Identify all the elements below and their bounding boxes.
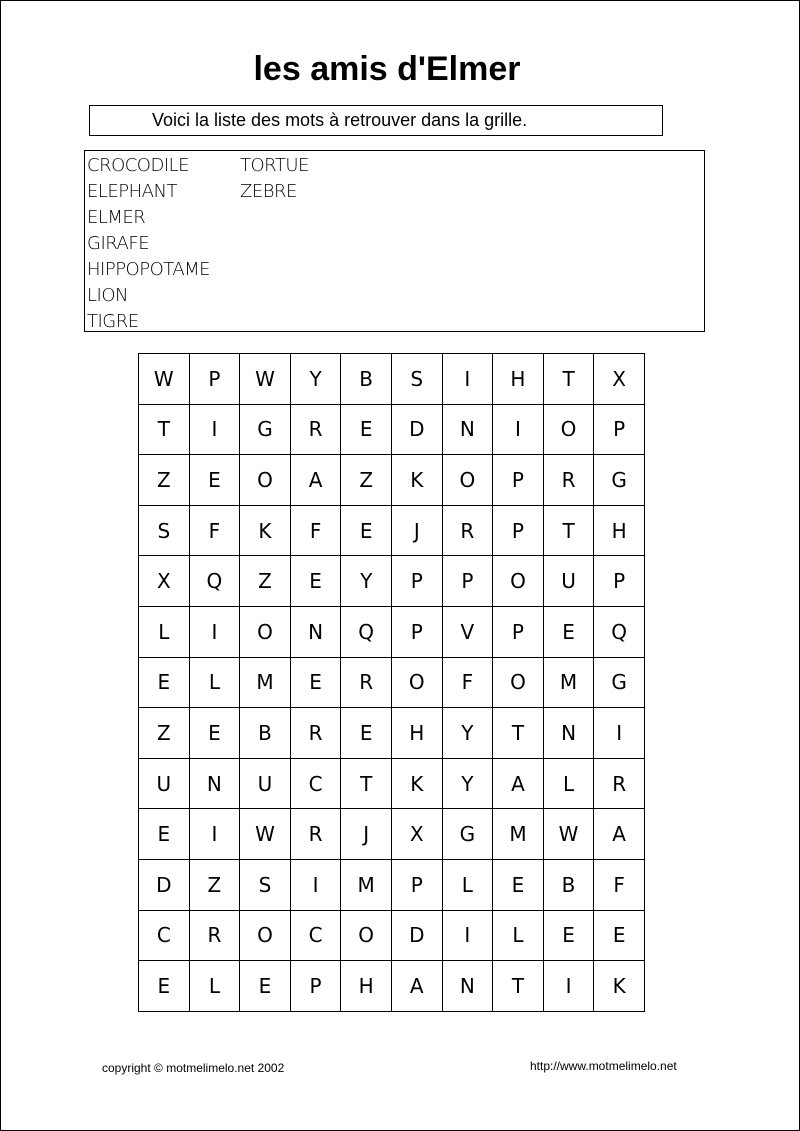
grid-cell[interactable]: P xyxy=(391,556,442,607)
grid-cell[interactable]: W xyxy=(240,354,291,405)
grid-cell[interactable]: W xyxy=(139,354,190,405)
grid-cell[interactable]: I xyxy=(442,354,493,405)
word-item: ELMER xyxy=(87,207,146,228)
letter-grid xyxy=(138,353,645,1012)
grid-row xyxy=(139,455,645,506)
grid-cell[interactable]: D xyxy=(391,910,442,961)
grid-cell[interactable]: U xyxy=(240,758,291,809)
grid-cell[interactable]: B xyxy=(341,354,392,405)
grid-cell[interactable]: D xyxy=(391,404,442,455)
grid-cell[interactable]: E xyxy=(594,910,645,961)
grid-cell[interactable]: F xyxy=(189,505,240,556)
grid-cell[interactable]: P xyxy=(493,455,544,506)
grid-cell[interactable]: E xyxy=(493,859,544,910)
grid-cell[interactable]: E xyxy=(290,556,341,607)
grid-cell[interactable]: E xyxy=(189,708,240,759)
grid-cell[interactable]: J xyxy=(341,809,392,860)
grid-row xyxy=(139,657,645,708)
grid-cell[interactable]: O xyxy=(543,404,594,455)
grid-row xyxy=(139,505,645,556)
grid-cell[interactable]: P xyxy=(594,404,645,455)
grid-cell[interactable]: G xyxy=(594,455,645,506)
grid-cell[interactable]: P xyxy=(290,961,341,1012)
grid-cell[interactable]: I xyxy=(493,404,544,455)
grid-cell[interactable]: P xyxy=(594,556,645,607)
grid-cell[interactable]: E xyxy=(189,455,240,506)
grid-cell[interactable]: V xyxy=(442,606,493,657)
grid-cell[interactable]: E xyxy=(341,505,392,556)
word-list xyxy=(84,150,705,332)
grid-cell[interactable]: C xyxy=(290,910,341,961)
grid-cell[interactable]: F xyxy=(594,859,645,910)
grid-cell[interactable]: D xyxy=(139,859,190,910)
word-item: ZEBRE xyxy=(240,181,297,202)
grid-cell[interactable]: W xyxy=(543,809,594,860)
grid-cell[interactable]: E xyxy=(139,809,190,860)
grid-cell[interactable]: E xyxy=(139,961,190,1012)
grid-row xyxy=(139,910,645,961)
grid-row xyxy=(139,556,645,607)
grid-cell[interactable]: I xyxy=(189,606,240,657)
grid-cell[interactable]: Y xyxy=(442,708,493,759)
grid-cell[interactable]: L xyxy=(189,657,240,708)
instruction-text: Voici la liste des mots à retrouver dans la grille. xyxy=(152,110,528,130)
grid-cell[interactable]: S xyxy=(391,354,442,405)
grid-cell[interactable]: G xyxy=(594,657,645,708)
grid-cell[interactable]: N xyxy=(442,961,493,1012)
grid-cell[interactable]: A xyxy=(290,455,341,506)
grid-cell[interactable]: L xyxy=(189,961,240,1012)
word-item: TORTUE xyxy=(240,155,309,176)
grid-cell[interactable]: T xyxy=(493,961,544,1012)
grid-cell[interactable]: O xyxy=(493,556,544,607)
page-title: les amis d'Elmer xyxy=(253,50,521,88)
grid-cell[interactable]: H xyxy=(391,708,442,759)
grid-cell[interactable]: B xyxy=(240,708,291,759)
grid-cell[interactable]: L xyxy=(543,758,594,809)
grid-cell[interactable]: P xyxy=(493,505,544,556)
grid-cell[interactable]: M xyxy=(240,657,291,708)
grid-cell[interactable]: O xyxy=(240,606,291,657)
grid-cell[interactable]: R xyxy=(290,809,341,860)
grid-cell[interactable]: Y xyxy=(290,354,341,405)
instruction-box xyxy=(89,105,663,136)
grid-cell[interactable]: E xyxy=(139,657,190,708)
grid-cell[interactable]: L xyxy=(442,859,493,910)
grid-cell[interactable]: O xyxy=(442,455,493,506)
website-link[interactable]: http://www.motmelimelo.net xyxy=(530,1059,677,1073)
grid-cell[interactable]: O xyxy=(240,455,291,506)
grid-cell[interactable]: U xyxy=(543,556,594,607)
word-item: LION xyxy=(87,285,128,306)
grid-cell[interactable]: E xyxy=(341,404,392,455)
grid-row xyxy=(139,809,645,860)
grid-row xyxy=(139,758,645,809)
word-item: TIGRE xyxy=(87,311,139,332)
grid-cell[interactable]: E xyxy=(240,961,291,1012)
word-item: CROCODILE xyxy=(87,155,190,176)
grid-cell[interactable]: M xyxy=(543,657,594,708)
grid-cell[interactable]: X xyxy=(594,354,645,405)
word-item: ELEPHANT xyxy=(87,181,177,202)
grid-row xyxy=(139,404,645,455)
grid-cell[interactable]: E xyxy=(543,606,594,657)
grid-cell[interactable]: Q xyxy=(189,556,240,607)
grid-cell[interactable]: T xyxy=(341,758,392,809)
grid-cell[interactable]: R xyxy=(543,455,594,506)
grid-cell[interactable]: I xyxy=(594,708,645,759)
grid-cell[interactable]: K xyxy=(391,455,442,506)
grid-cell[interactable]: R xyxy=(290,708,341,759)
grid-cell[interactable]: G xyxy=(442,809,493,860)
grid-cell[interactable]: L xyxy=(493,910,544,961)
grid-cell[interactable]: Q xyxy=(341,606,392,657)
grid-cell[interactable]: P xyxy=(442,556,493,607)
grid-cell[interactable]: Z xyxy=(139,708,190,759)
grid-row xyxy=(139,708,645,759)
grid-cell[interactable]: F xyxy=(290,505,341,556)
grid-cell[interactable]: O xyxy=(493,657,544,708)
grid-cell[interactable]: C xyxy=(139,910,190,961)
grid-cell[interactable]: H xyxy=(493,354,544,405)
grid-cell[interactable]: Z xyxy=(341,455,392,506)
grid-cell[interactable]: A xyxy=(493,758,544,809)
grid-cell[interactable]: I xyxy=(189,404,240,455)
grid-cell[interactable]: I xyxy=(189,809,240,860)
grid-cell[interactable]: N xyxy=(543,708,594,759)
grid-cell[interactable]: T xyxy=(493,708,544,759)
grid-cell[interactable]: A xyxy=(391,961,442,1012)
grid-cell[interactable]: T xyxy=(543,505,594,556)
word-column-2 xyxy=(240,153,309,205)
grid-cell[interactable]: B xyxy=(543,859,594,910)
grid-cell[interactable]: L xyxy=(139,606,190,657)
grid-row xyxy=(139,859,645,910)
grid-cell[interactable]: J xyxy=(391,505,442,556)
grid-cell[interactable]: Y xyxy=(442,758,493,809)
grid-cell[interactable]: K xyxy=(391,758,442,809)
grid-cell[interactable]: H xyxy=(594,505,645,556)
grid-row xyxy=(139,961,645,1012)
grid-cell[interactable]: X xyxy=(139,556,190,607)
grid-cell[interactable]: P xyxy=(391,859,442,910)
grid-cell[interactable]: N xyxy=(290,606,341,657)
word-item: GIRAFE xyxy=(87,233,150,254)
word-item: HIPPOPOTAME xyxy=(87,259,211,280)
word-column-1 xyxy=(87,153,210,335)
grid-cell[interactable]: W xyxy=(240,809,291,860)
grid-cell[interactable]: R xyxy=(594,758,645,809)
grid-row xyxy=(139,606,645,657)
grid-cell[interactable]: I xyxy=(290,859,341,910)
grid-cell[interactable]: M xyxy=(341,859,392,910)
grid-cell[interactable]: K xyxy=(594,961,645,1012)
grid-cell[interactable]: O xyxy=(341,910,392,961)
grid-cell[interactable]: O xyxy=(391,657,442,708)
grid-cell[interactable]: H xyxy=(341,961,392,1012)
grid-cell[interactable]: A xyxy=(594,809,645,860)
grid-cell[interactable]: R xyxy=(442,505,493,556)
grid-cell[interactable]: K xyxy=(240,505,291,556)
grid-cell[interactable]: T xyxy=(543,354,594,405)
grid-cell[interactable]: F xyxy=(442,657,493,708)
grid-cell[interactable]: Z xyxy=(240,556,291,607)
grid-cell[interactable]: O xyxy=(240,910,291,961)
grid-cell[interactable]: Q xyxy=(594,606,645,657)
grid-cell[interactable]: N xyxy=(189,758,240,809)
grid-cell[interactable]: R xyxy=(341,657,392,708)
grid-cell[interactable]: Z xyxy=(189,859,240,910)
grid-cell[interactable]: U xyxy=(139,758,190,809)
grid-cell[interactable]: Z xyxy=(139,455,190,506)
grid-cell[interactable]: X xyxy=(391,809,442,860)
grid-cell[interactable]: C xyxy=(290,758,341,809)
grid-cell[interactable]: S xyxy=(139,505,190,556)
grid-cell[interactable]: T xyxy=(139,404,190,455)
grid-cell[interactable]: I xyxy=(543,961,594,1012)
grid-cell[interactable]: S xyxy=(240,859,291,910)
grid-cell[interactable]: E xyxy=(543,910,594,961)
grid-cell[interactable]: R xyxy=(290,404,341,455)
grid-cell[interactable]: Y xyxy=(341,556,392,607)
grid-cell[interactable]: E xyxy=(341,708,392,759)
grid-row xyxy=(139,354,645,405)
grid-cell[interactable]: P xyxy=(189,354,240,405)
grid-cell[interactable]: P xyxy=(391,606,442,657)
grid-cell[interactable]: E xyxy=(290,657,341,708)
grid-cell[interactable]: R xyxy=(189,910,240,961)
grid-cell[interactable]: M xyxy=(493,809,544,860)
grid-cell[interactable]: G xyxy=(240,404,291,455)
grid-cell[interactable]: N xyxy=(442,404,493,455)
grid-cell[interactable]: I xyxy=(442,910,493,961)
grid-cell[interactable]: P xyxy=(493,606,544,657)
copyright-text: copyright © motmelimelo.net 2002 xyxy=(102,1061,285,1075)
